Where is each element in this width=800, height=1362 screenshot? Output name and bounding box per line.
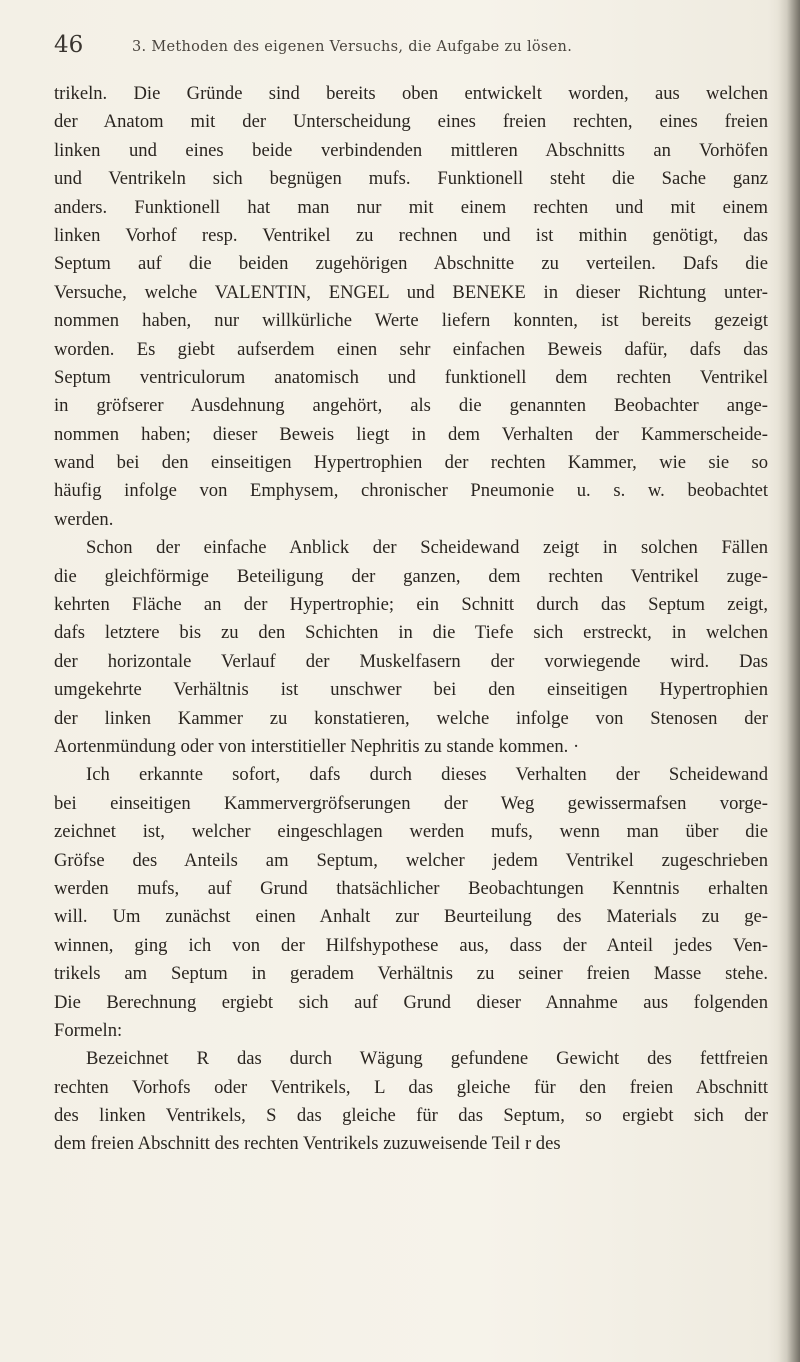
text-line: Versuche, welche VALENTIN, ENGEL und BENEKE in dieser Richtung unter- bbox=[54, 281, 768, 303]
text-line: wand bei den einseitigen Hypertrophien der rechten Kammer, wie sie so bbox=[54, 452, 768, 474]
text-line: umgekehrte Verhältnis ist unschwer bei den einseitigen Hypertrophien bbox=[54, 679, 768, 701]
paragraph bbox=[54, 80, 768, 534]
text-line: nommen haben, nur willkürliche Werte liefern konnten, ist bereits gezeigt bbox=[54, 310, 768, 332]
text-line: der Anatom mit der Unterscheidung eines freien rechten, eines freien bbox=[54, 111, 768, 133]
text-line: Gröfse des Anteils am Septum, welcher jedem Ventrikel zugeschrieben bbox=[54, 849, 768, 871]
page-header bbox=[54, 30, 754, 66]
text-line: des linken Ventrikels, S das gleiche für das Septum, so ergiebt sich der bbox=[54, 1105, 768, 1127]
text-line: und Ventrikeln sich begnügen mufs. Funktionell steht die Sache ganz bbox=[54, 168, 768, 190]
text-line: Die Berechnung ergiebt sich auf Grund dieser Annahme aus folgenden bbox=[54, 991, 768, 1013]
text-line: zeichnet ist, welcher eingeschlagen werden mufs, wenn man über die bbox=[54, 821, 768, 843]
paragraph bbox=[54, 761, 768, 1045]
text-line: winnen, ging ich von der Hilfshypothese aus, dass der Anteil jedes Ven- bbox=[54, 934, 768, 956]
text-line: Aortenmündung oder von interstitieller Nephritis zu stande kommen. · bbox=[54, 735, 580, 757]
text-line: der linken Kammer zu konstatieren, welche infolge von Stenosen der bbox=[54, 707, 768, 729]
running-head: 3. Methoden des eigenen Versuchs, die Aufgabe zu lösen. bbox=[132, 39, 573, 55]
text-line: Septum ventriculorum anatomisch und funktionell dem rechten Ventrikel bbox=[54, 366, 768, 388]
body-text bbox=[54, 80, 768, 1159]
text-line: bei einseitigen Kammervergröfserungen der Weg gewissermafsen vorge- bbox=[54, 792, 768, 814]
text-line: nommen haben; dieser Beweis liegt in dem Verhalten der Kammerscheide- bbox=[54, 423, 768, 445]
text-line: trikels am Septum in geradem Verhältnis zu seiner freien Masse stehe. bbox=[54, 963, 768, 985]
text-line: linken und eines beide verbindenden mittleren Abschnitts an Vorhöfen bbox=[54, 139, 768, 161]
paragraph bbox=[54, 534, 768, 761]
page-number: 46 bbox=[54, 32, 84, 58]
text-line: linken Vorhof resp. Ventrikel zu rechnen und ist mithin genötigt, das bbox=[54, 224, 768, 246]
text-line: Ich erkannte sofort, dafs durch dieses Verhalten der Scheidewand bbox=[86, 764, 768, 786]
page-edge-shadow bbox=[778, 0, 800, 1362]
text-line: trikeln. Die Gründe sind bereits oben entwickelt worden, aus welchen bbox=[54, 83, 768, 104]
text-line: Septum auf die beiden zugehörigen Abschnitte zu verteilen. Dafs die bbox=[54, 253, 768, 275]
text-line: worden. Es giebt aufserdem einen sehr einfachen Beweis dafür, dafs das bbox=[54, 338, 768, 360]
text-line: die gleichförmige Beteiligung der ganzen, dem rechten Ventrikel zuge- bbox=[54, 565, 768, 587]
text-line: der horizontale Verlauf der Muskelfasern der vorwiegende wird. Das bbox=[54, 650, 768, 672]
text-line: werden mufs, auf Grund thatsächlicher Beobachtungen Kenntnis erhalten bbox=[54, 877, 768, 899]
paragraph bbox=[54, 1045, 768, 1159]
text-line: rechten Vorhofs oder Ventrikels, L das gleiche für den freien Abschnitt bbox=[54, 1076, 768, 1098]
text-line: dafs letztere bis zu den Schichten in die Tiefe sich erstreckt, in welchen bbox=[54, 622, 768, 644]
text-line: Formeln: bbox=[54, 1019, 123, 1041]
text-line: anders. Funktionell hat man nur mit einem rechten und mit einem bbox=[54, 196, 768, 218]
text-line: kehrten Fläche an der Hypertrophie; ein Schnitt durch das Septum zeigt, bbox=[54, 594, 768, 616]
text-line: in gröfserer Ausdehnung angehört, als die genannten Beobachter ange- bbox=[54, 395, 768, 417]
text-line: werden. bbox=[54, 508, 114, 530]
text-line: Schon der einfache Anblick der Scheidewand zeigt in solchen Fällen bbox=[86, 537, 768, 559]
text-line: häufig infolge von Emphysem, chronischer Pneumonie u. s. w. beobachtet bbox=[54, 480, 768, 502]
text-line: will. Um zunächst einen Anhalt zur Beurteilung des Materials zu ge- bbox=[54, 906, 768, 928]
text-line: dem freien Abschnitt des rechten Ventrikels zuzuweisende Teil r des bbox=[54, 1133, 561, 1155]
text-line: Bezeichnet R das durch Wägung gefundene Gewicht des fettfreien bbox=[86, 1048, 768, 1070]
